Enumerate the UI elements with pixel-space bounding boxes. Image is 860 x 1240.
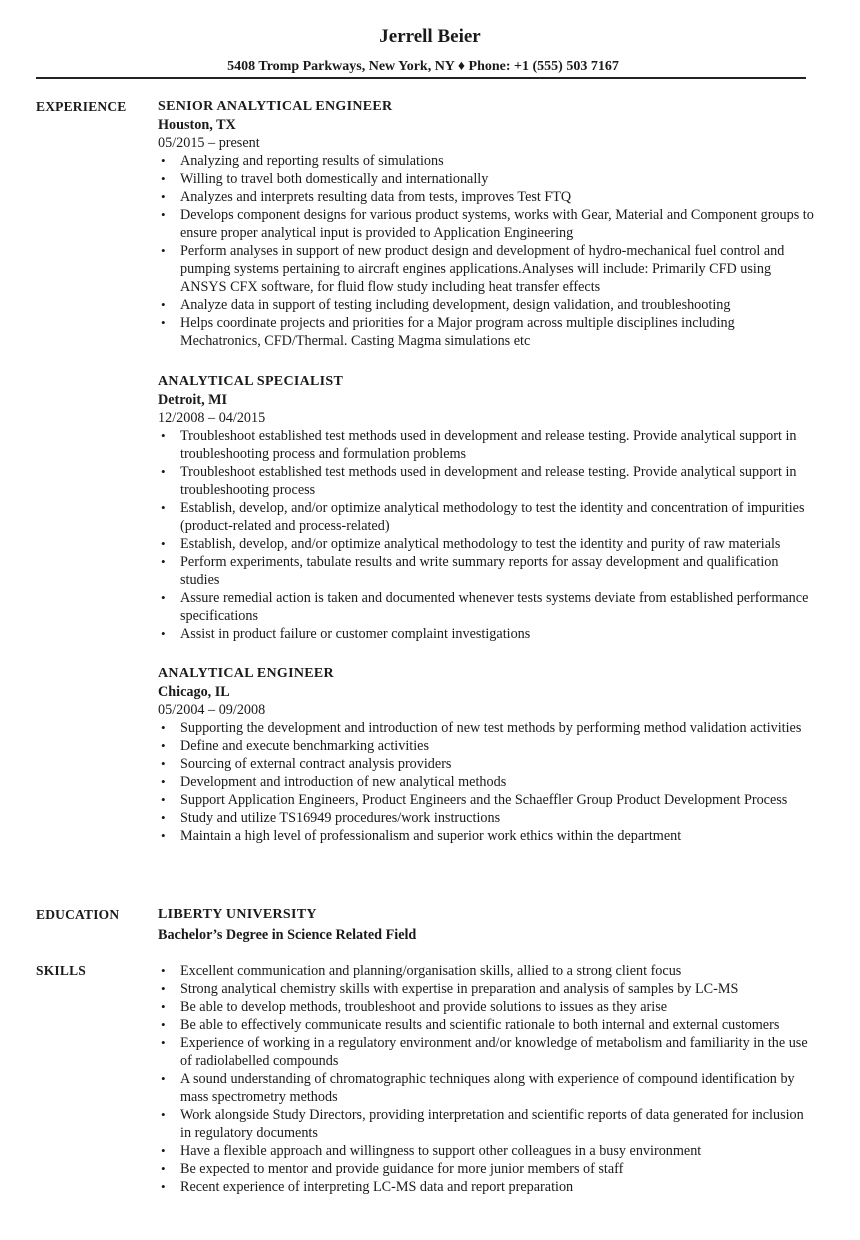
degree: Bachelor’s Degree in Science Related Field [158, 927, 417, 943]
job-title: ANALYTICAL SPECIALIST [158, 374, 344, 389]
list-item: • Troubleshoot established test methods used in development and release testing. Provide analytical support in troubleshooting process and formulation problems [158, 427, 818, 463]
job-entry [158, 373, 818, 643]
list-item: • Establish, develop, and/or optimize analytical methodology to test the identity and concentration of impurities (product-related and process-related) [158, 499, 818, 535]
skills-list [158, 962, 818, 1196]
job-title: SENIOR ANALYTICAL ENGINEER [158, 99, 393, 114]
list-item: • Maintain a high level of professionalism and superior work ethics within the department [158, 827, 818, 845]
list-item: • Perform experiments, tabulate results and write summary reports for assay development and qualification studies [158, 553, 818, 589]
skills-label: SKILLS [36, 963, 86, 978]
list-item: • A sound understanding of chromatographic techniques along with experience of compound identification by mass spectrometry methods [158, 1070, 818, 1106]
job-entry [158, 98, 818, 350]
school-name: LIBERTY UNIVERSITY [158, 907, 317, 922]
list-item: • Experience of working in a regulatory environment and/or knowledge of metabolism and familiarity in the use of radiolabelled compounds [158, 1034, 818, 1070]
list-item: • Be expected to mentor and provide guidance for more junior members of staff [158, 1160, 818, 1178]
list-item: • Analyzing and reporting results of simulations [158, 152, 818, 170]
skills-entry [158, 962, 818, 1196]
job-bullets [158, 719, 818, 845]
header-divider [36, 77, 806, 79]
job-dates: 05/2015 – present [158, 135, 260, 151]
list-item: • Assure remedial action is taken and documented whenever tests systems deviate from established performance specifications [158, 589, 818, 625]
list-item: • Sourcing of external contract analysis providers [158, 755, 818, 773]
job-title: ANALYTICAL ENGINEER [158, 666, 334, 681]
job-location: Detroit, MI [158, 392, 228, 408]
list-item: • Strong analytical chemistry skills with expertise in preparation and analysis of samples by LC-MS [158, 980, 818, 998]
list-item: • Willing to travel both domestically and internationally [158, 170, 818, 188]
list-item: • Work alongside Study Directors, providing interpretation and scientific reports of data generated for inclusion in regulatory documents [158, 1106, 818, 1142]
experience-label: EXPERIENCE [36, 99, 127, 114]
contact-line: 5408 Tromp Parkways, New York, NY ♦ Phone: +1 (555) 503 7167 [227, 59, 619, 74]
list-item: • Development and introduction of new analytical methods [158, 773, 818, 791]
job-location: Chicago, IL [158, 684, 230, 700]
list-item: • Define and execute benchmarking activities [158, 737, 818, 755]
list-item: • Recent experience of interpreting LC-MS data and report preparation [158, 1178, 818, 1196]
list-item: • Be able to develop methods, troubleshoot and provide solutions to issues as they arise [158, 998, 818, 1016]
list-item: • Troubleshoot established test methods used in development and release testing. Provide analytical support in troubleshooting process [158, 463, 818, 499]
job-dates: 05/2004 – 09/2008 [158, 702, 266, 718]
candidate-name: Jerrell Beier [379, 26, 481, 47]
list-item: • Be able to effectively communicate results and scientific rationale to both internal and external customers [158, 1016, 818, 1034]
list-item: • Perform analyses in support of new product design and development of hydro-mechanical fuel control and pumping systems pertaining to aircraft engines applications.Analyses will include: Primarily CFD using ANSYS CFX software, for fluid flow study including heat transfer effects [158, 242, 818, 296]
list-item: • Helps coordinate projects and priorities for a Major program across multiple disciplines including Mechatronics, CFD/Thermal. Casting Magma simulations etc [158, 314, 818, 350]
list-item: • Study and utilize TS16949 procedures/work instructions [158, 809, 818, 827]
job-dates: 12/2008 – 04/2015 [158, 410, 266, 426]
list-item: • Analyze data in support of testing including development, design validation, and troubleshooting [158, 296, 818, 314]
job-bullets [158, 427, 818, 643]
job-location: Houston, TX [158, 117, 236, 133]
list-item: • Assist in product failure or customer complaint investigations [158, 625, 818, 643]
list-item: • Develops component designs for various product systems, works with Gear, Material and Component groups to ensure proper analytical input is provided to Application Engineering [158, 206, 818, 242]
job-entry [158, 665, 818, 845]
list-item: • Have a flexible approach and willingness to support other colleagues in a busy environment [158, 1142, 818, 1160]
education-entry [158, 906, 818, 944]
list-item: • Establish, develop, and/or optimize analytical methodology to test the identity and purity of raw materials [158, 535, 818, 553]
education-label: EDUCATION [36, 907, 120, 922]
list-item: • Excellent communication and planning/organisation skills, allied to a strong client focus [158, 962, 818, 980]
job-bullets [158, 152, 818, 350]
list-item: • Support Application Engineers, Product Engineers and the Schaeffler Group Product Development Process [158, 791, 818, 809]
list-item: • Supporting the development and introduction of new test methods by performing method validation activities [158, 719, 818, 737]
list-item: • Analyzes and interprets resulting data from tests, improves Test FTQ [158, 188, 818, 206]
